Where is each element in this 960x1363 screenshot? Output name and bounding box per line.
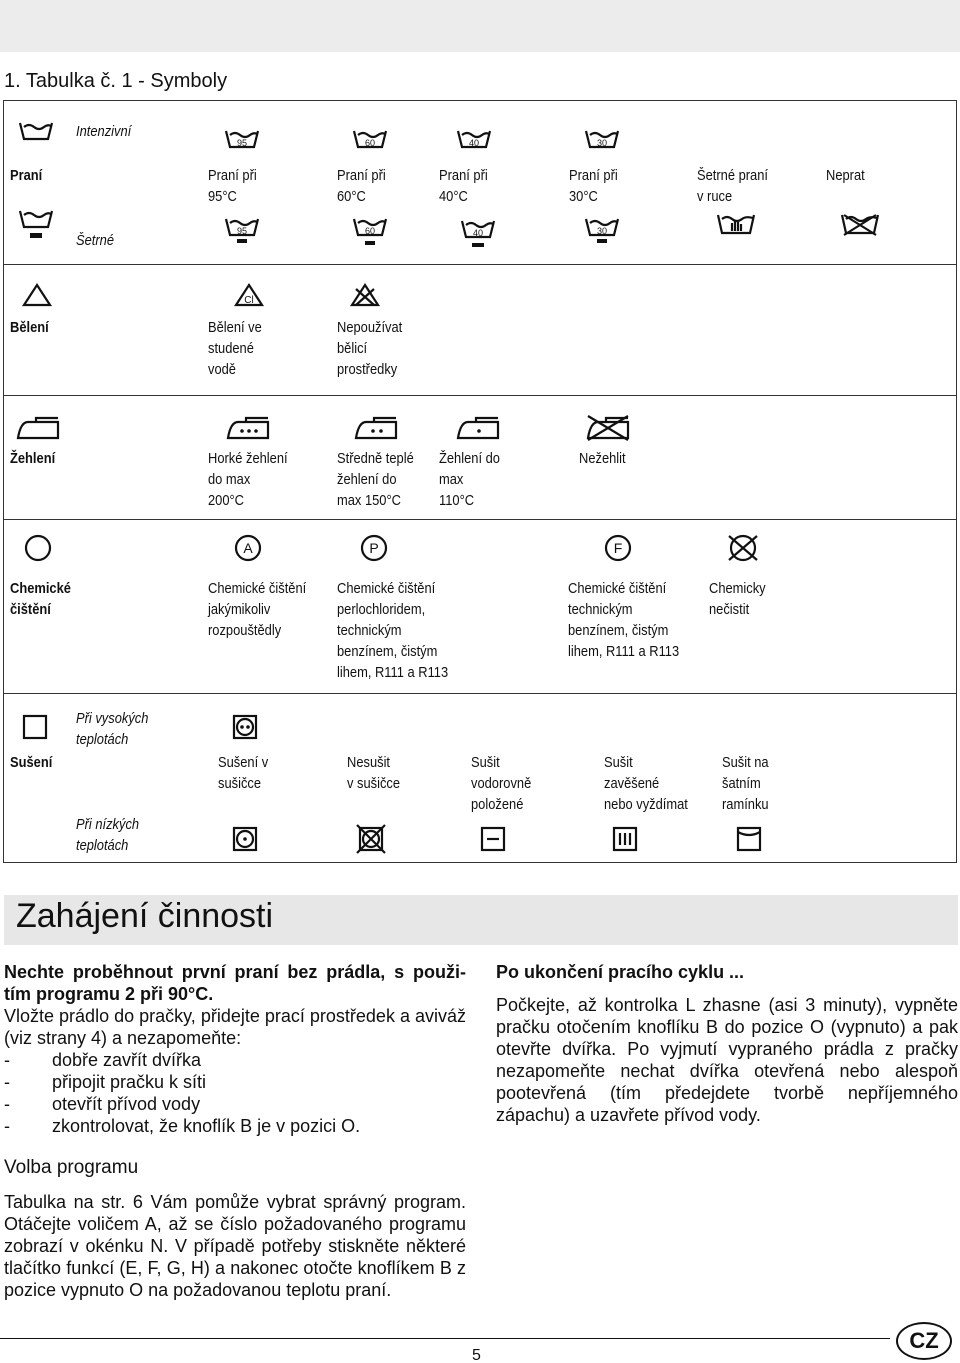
wash-95-gentle-icon <box>224 217 260 251</box>
tumble-line1: Sušení v <box>218 754 269 771</box>
dry-hanger-line2: šatním <box>722 775 761 792</box>
no-dry-clean-icon <box>726 532 760 564</box>
table-heading: 1. Tabulka č. 1 - Symboly <box>4 70 228 92</box>
no-bleach-icon <box>350 283 380 307</box>
dry-clean-any-line2: jakýmikoliv <box>208 601 271 618</box>
svg-text:Cl: Cl <box>244 295 254 306</box>
iron-hot-line1: Horké žehlení <box>208 450 288 467</box>
svg-text:40: 40 <box>468 138 480 148</box>
svg-text:A: A <box>243 540 253 556</box>
washing-row <box>3 100 957 265</box>
no-bleach-line2: bělicí <box>337 340 368 357</box>
program-text: Tabulka na str. 6 Vám pomůže vybrat správný program. Otáčejte voličem A, až se číslo požadovaného programu zobrazí v okénku N. V případě potřeby stiskněte některé tlačítko funkcí (E, F, G, H) a nakonec otočte knoflíkem B z pozice vypnuto O na požadovanou teplotu praní. <box>4 1192 466 1300</box>
bullet-4: - zkontrolovat, že knoflík B je v pozici O. <box>4 1116 361 1136</box>
svg-text:40: 40 <box>472 228 484 238</box>
wash-95-line1: Praní při <box>208 167 257 184</box>
wash-40-line2: 40°C <box>439 188 468 205</box>
dry-clean-petrol-line1: Chemické čištění <box>568 580 667 597</box>
wash-40-line1: Praní při <box>439 167 488 184</box>
svg-text:60: 60 <box>364 138 376 148</box>
footer-rule <box>0 1338 890 1339</box>
no-iron-label: Nežehlit <box>579 450 626 467</box>
tumble-low-icon <box>232 826 258 852</box>
no-bleach-line1: Nepoužívat <box>337 319 403 336</box>
drip-dry-icon <box>612 826 638 852</box>
wash-40-icon <box>456 129 492 149</box>
bleaching-row <box>3 264 957 396</box>
wash-hand-line2: v ruce <box>697 188 733 205</box>
iron-low-line1: Žehlení do <box>439 450 500 467</box>
dry-clean-petrol-line3: benzínem, čistým <box>568 622 669 639</box>
no-tumble-line2: v sušičce <box>347 775 401 792</box>
iron-hot-icon <box>224 416 272 442</box>
dry-cleaning-row <box>3 519 957 694</box>
dry-flat-line1: Sušit <box>471 754 500 771</box>
svg-text:60: 60 <box>364 226 376 236</box>
wash-hand-line1: Šetrné praní <box>697 167 769 184</box>
wash-95-icon <box>224 129 260 149</box>
wash-60-gentle-icon <box>352 217 388 253</box>
dry-clean-f-icon <box>604 534 632 562</box>
dry-clean-label-1: Chemické <box>10 580 71 597</box>
wash-intensive-label: Intenzivní <box>76 123 132 140</box>
svg-text:95: 95 <box>236 226 248 236</box>
iron-hot-line2: do max <box>208 471 251 488</box>
language-badge: CZ <box>896 1322 952 1360</box>
intro-bold-text: Nechte proběhnout první praní bez prádla, s použi-tím programu 2 při 90°C. <box>4 962 466 1004</box>
iron-warm-line3: max 150°C <box>337 492 401 509</box>
no-wash-label: Neprat <box>826 167 865 184</box>
page-number: 5 <box>472 1347 481 1363</box>
drying-label: Sušení <box>10 754 53 771</box>
wash-60-line1: Praní při <box>337 167 386 184</box>
hand-wash-icon <box>716 213 756 237</box>
hanger-dry-icon <box>736 826 762 852</box>
svg-text:30: 30 <box>596 226 608 236</box>
no-wash-icon <box>840 213 880 237</box>
bleach-icon <box>22 283 52 307</box>
wash-intensive-icon <box>18 121 54 141</box>
dry-line-line2: zavěšené <box>604 775 660 792</box>
section-title: Zahájení činnosti <box>16 897 274 935</box>
ironing-row <box>3 395 957 520</box>
svg-text:95: 95 <box>236 138 248 148</box>
dry-clean-label-2: čištění <box>10 601 51 618</box>
no-iron-icon <box>584 414 632 442</box>
dry-flat-line3: položené <box>471 796 524 813</box>
dry-clean-perc-line1: Chemické čištění <box>337 580 436 597</box>
iron-low-line3: 110°C <box>439 492 475 509</box>
dry-clean-perc-line3: technickým <box>337 622 402 639</box>
iron-warm-line1: Středně teplé <box>337 450 414 467</box>
wash-60-line2: 60°C <box>337 188 366 205</box>
bleach-cold-icon <box>234 283 264 307</box>
iron-label: Žehlení <box>10 450 56 467</box>
top-bar <box>0 0 960 52</box>
wash-40-gentle-icon <box>460 219 496 249</box>
after-wash-text: Počkejte, až kontrolka L zhasne (asi 3 minuty), vypněte pračku otočením knoflíku B do pozice O (vypnuto) a pak otevřte dvířka. Po vyjmutí vypraného prádla z pračky nezapomeňte nechat dvířka otevřená nebo alespoň pootevřená (tím předejdete tvorbě nepříjemného zápachu) a uzavřete přívod vody. <box>496 995 958 1125</box>
dry-clean-any-line3: rozpouštědly <box>208 622 282 639</box>
svg-text:30: 30 <box>596 138 608 148</box>
iron-low-line2: max <box>439 471 464 488</box>
drying-high-line1: Při vysokých <box>76 710 149 727</box>
wash-label: Praní <box>10 167 43 184</box>
drying-high-line2: teplotách <box>76 731 129 748</box>
dry-clean-petrol-line4: lihem, R111 a R113 <box>568 643 680 660</box>
wash-gentle-icon <box>18 209 54 243</box>
bleach-cold-line2: studené <box>208 340 254 357</box>
svg-text:F: F <box>613 540 623 556</box>
bullet-1: - dobře zavřít dvířka <box>4 1050 202 1070</box>
dry-clean-icon <box>24 534 52 562</box>
no-dry-clean-line1: Chemicky <box>709 580 766 597</box>
dry-clean-perc-line4: benzínem, čistým <box>337 643 438 660</box>
dry-clean-a-icon <box>234 534 262 562</box>
dry-hanger-line3: ramínku <box>722 796 769 813</box>
wash-95-line2: 95°C <box>208 188 237 205</box>
wash-30-line1: Praní při <box>569 167 618 184</box>
iron-warm-icon <box>352 416 400 442</box>
wash-30-icon <box>584 129 620 149</box>
drying-row <box>3 693 957 863</box>
dry-line-line1: Sušit <box>604 754 633 771</box>
bullet-3: - otevřít přívod vody <box>4 1094 201 1114</box>
wash-gentle-label: Šetrné <box>76 232 115 249</box>
section-banner <box>4 895 958 945</box>
dry-line-line3: nebo vyždímat <box>604 796 688 813</box>
wash-30-line2: 30°C <box>569 188 598 205</box>
wash-30-gentle-icon <box>584 217 620 251</box>
dry-clean-perc-line2: perlochloridem, <box>337 601 426 618</box>
no-tumble-line1: Nesušit <box>347 754 391 771</box>
dry-clean-any-line1: Chemické čištění <box>208 580 307 597</box>
dry-clean-petrol-line2: technickým <box>568 601 633 618</box>
bullet-2: - připojit pračku k síti <box>4 1072 207 1092</box>
dry-flat-icon <box>480 826 506 852</box>
dry-flat-line2: vodorovně <box>471 775 532 792</box>
intro-text: Vložte prádlo do pračky, přidejte prací prostředek a aviváž (viz strany 4) a nezapomeňte: <box>4 1006 466 1048</box>
drying-icon <box>22 714 48 740</box>
bleach-label: Bělení <box>10 319 49 336</box>
program-title: Volba programu <box>4 1157 139 1178</box>
iron-low-icon <box>454 416 502 442</box>
iron-hot-line3: 200°C <box>208 492 244 509</box>
bleach-cold-line3: vodě <box>208 361 236 378</box>
iron-warm-line2: žehlení do <box>337 471 397 488</box>
iron-icon <box>14 416 62 442</box>
tumble-high-icon <box>232 714 258 740</box>
tumble-line2: sušičce <box>218 775 262 792</box>
no-bleach-line3: prostředky <box>337 361 398 378</box>
wash-60-icon <box>352 129 388 149</box>
drying-low-line2: teplotách <box>76 837 129 854</box>
svg-text:P: P <box>369 540 379 556</box>
after-wash-title: Po ukončení pracího cyklu ... <box>496 962 745 982</box>
no-tumble-icon <box>356 824 386 854</box>
dry-hanger-line1: Sušit na <box>722 754 769 771</box>
bleach-cold-line1: Bělení ve <box>208 319 262 336</box>
dry-clean-perc-line5: lihem, R111 a R113 <box>337 664 449 681</box>
dry-clean-p-icon <box>360 534 388 562</box>
drying-low-line1: Při nízkých <box>76 816 140 833</box>
no-dry-clean-line2: nečistit <box>709 601 750 618</box>
